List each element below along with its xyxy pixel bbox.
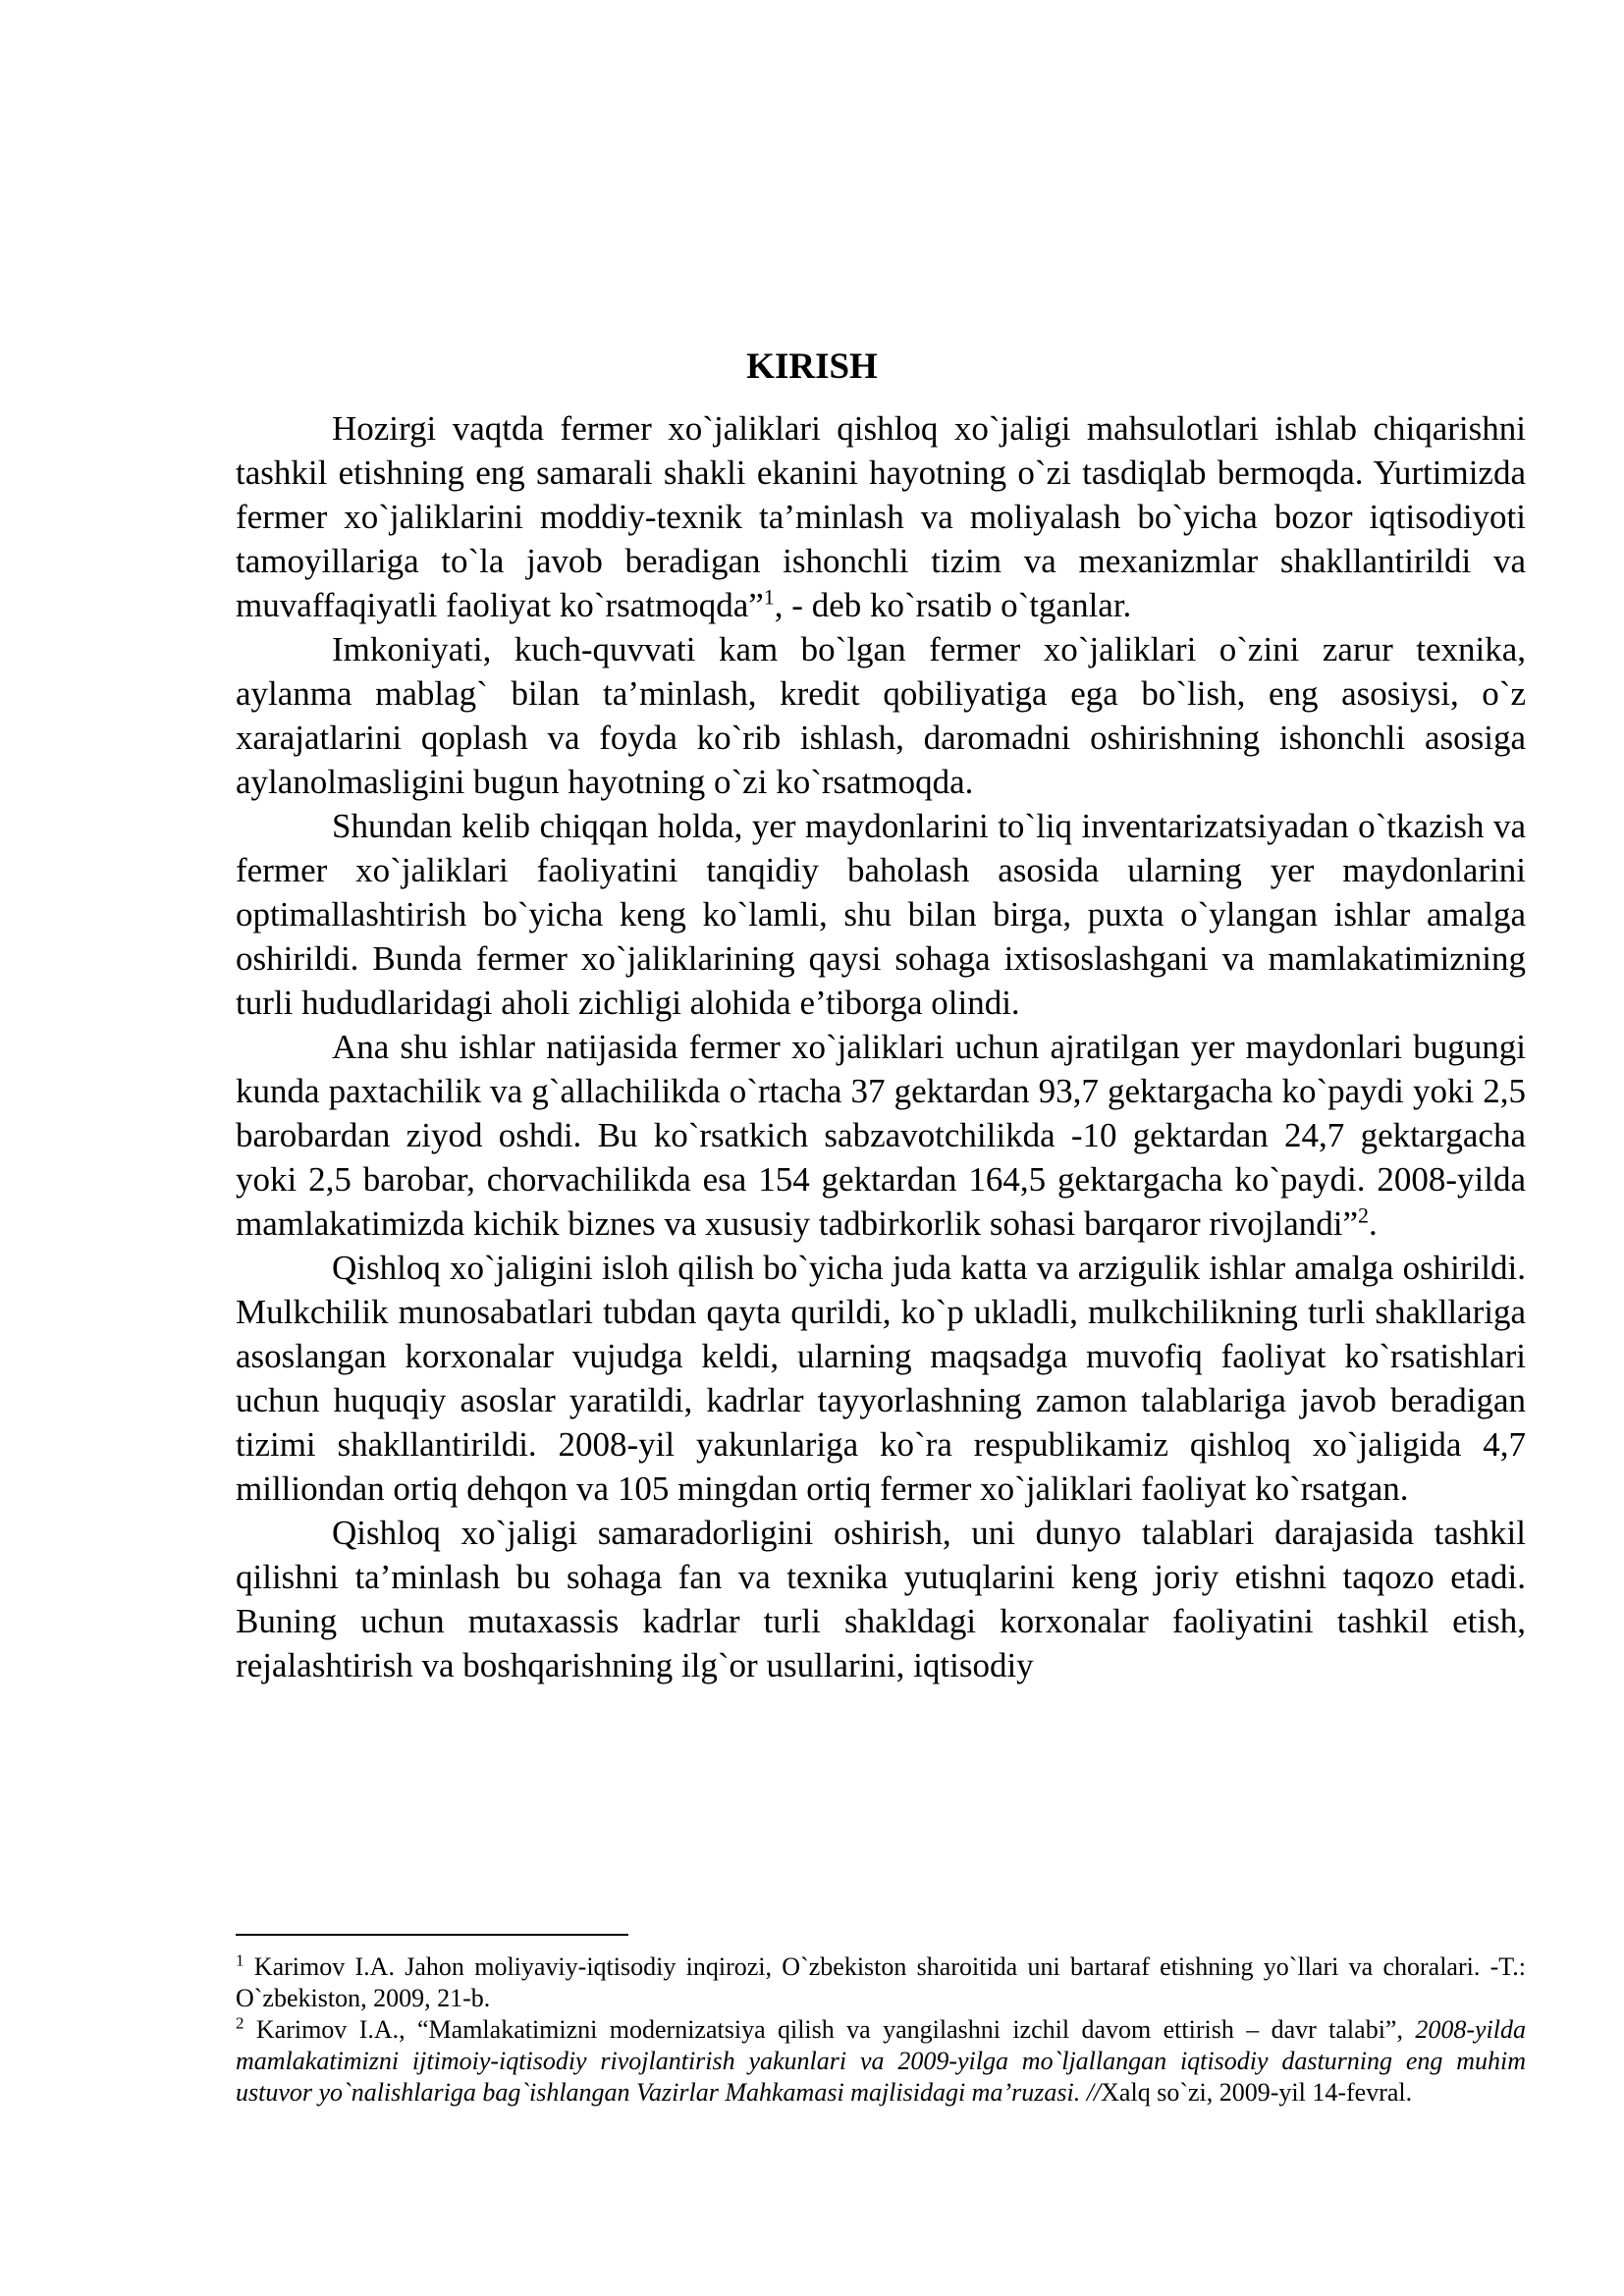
footnotes — [236, 1951, 1526, 2109]
paragraph — [236, 804, 1526, 1025]
footnote — [236, 1951, 1526, 2014]
paragraph-text: Ana shu ishlar natijasida fermer xo`jaliklari uchun ajratilgan yer maydonlari bugungi kunda paxtachilik va g`allachilikda o`rtacha 37 gektardan 93,7 gektargacha ko`paydi yoki 2,5 barobardan ziyod oshdi. Bu ko`rsatkich sabzavotchilikda -10 gektardan 24,7 gektargacha yoki 2,5 barobar, chorvachilikda esa 154 gektardan 164,5 gektargacha ko`paydi. 2008-yilda mamlakatimizda kichik biznes va xususiy tadbirkorlik sohasi barqaror rivojlandi” — [236, 1028, 1526, 1243]
paragraph — [236, 627, 1526, 804]
footnote-ref: 2 — [1358, 1202, 1370, 1228]
paragraph-text: Qishloq xo`jaligini isloh qilish bo`yicha juda katta va arzigulik ishlar amalga oshirildi. Mulkchilik munosabatlari tubdan qayta qurildi, ko`p ukladli, mulkchilikning turli shakllariga asoslangan korxonalar vujudga keldi, ularning maqsadga muvofiq faoliyat ko`rsatishlari uchun huquqiy asoslar yaratildi, kadrlar tayyorlashning zamon talablariga javob beradigan tizimi shakllantirildi. 2008-yil yakunlariga ko`ra respublikamiz qishloq xo`jaligida 4,7 milliondan ortiq dehqon va 105 mingdan ortiq fermer xo`jaliklari faoliyat ko`rsatgan. — [236, 1249, 1526, 1508]
footnote-text: Karimov I.A., “Mamlakatimizni modernizatsiya qilish va yangilashni izchil davom ettirish – davr talabi”, — [244, 2015, 1416, 2044]
footnote — [236, 2014, 1526, 2109]
paragraph — [236, 1246, 1526, 1511]
footnote-mark: 1 — [236, 1950, 244, 1970]
footnote-tail: Xalq so`zi, 2009-yil 14-fevral. — [1101, 2078, 1413, 2107]
footnote-mark: 2 — [236, 2013, 244, 2033]
paragraph-tail: , - deb ko`rsatib o`tganlar. — [774, 586, 1132, 624]
paragraph-tail: . — [1369, 1204, 1378, 1243]
footnote-text: Karimov I.A. Jahon moliyaviy-iqtisodiy inqirozi, O`zbekiston sharoitida uni bartaraf etishning yo`llari va choralari. -T.: O`zbekiston, 2009, 21-b. — [236, 1952, 1526, 2012]
footnote-italic-text: 2008-yilda mamlakatimizni ijtimoiy-iqtisodiy rivojlantirish yakunlari va 2009-yilga mo`ljallangan iqtisodiy dasturning eng muhim ustuvor yo`nalishlariga bag`ishlangan Vazirlar Mahkamasi majlisidagi ma’ruzasi. // — [236, 2015, 1526, 2107]
paragraph — [236, 406, 1526, 627]
page-title: KIRISH — [746, 347, 878, 387]
body-text — [236, 406, 1526, 1687]
paragraph-text: Qishloq xo`jaligi samaradorligini oshirish, uni dunyo talablari darajasida tashkil qilishni ta’minlash bu sohaga fan va texnika yutuqlarini keng joriy etishni taqozo etadi. Buning uchun mutaxassis kadrlar turli shakldagi korxonalar faoliyatini tashkil etish, rejalashtirish va boshqarishning ilg`or usullarini, iqtisodiy — [236, 1514, 1526, 1684]
paragraph-text: Imkoniyati, kuch-quvvati kam bo`lgan fermer xo`jaliklari o`zini zarur texnika, aylanma mablag` bilan ta’minlash, kredit qobiliyatiga ega bo`lish, eng asosiysi, o`z xarajatlarini qoplash va foyda ko`rib ishlash, daromadni oshirishning ishonchli asosiga aylanolmasligini bugun hayotning o`zi ko`rsatmoqda. — [236, 630, 1526, 801]
paragraph — [236, 1025, 1526, 1246]
paragraph-text: Shundan kelib chiqqan holda, yer maydonlarini to`liq inventarizatsiyadan o`tkazish va fermer xo`jaliklari faoliyatini tanqidiy baholash asosida ularning yer maydonlarini optimallashtirish bo`yicha keng ko`lamli, shu bilan birga, puxta o`ylangan ishlar amalga oshirildi. Bunda fermer xo`jaliklarining qaysi sohaga ixtisoslashgani va mamlakatimizning turli hududlaridagi aholi zichligi alohida e’tiborga olindi. — [236, 807, 1526, 1022]
footnote-divider — [236, 1934, 628, 1936]
paragraph — [236, 1511, 1526, 1687]
paragraph-text: Hozirgi vaqtda fermer xo`jaliklari qishloq xo`jaligi mahsulotlari ishlab chiqarishni tashkil etishning eng samarali shakli ekanini hayotning o`zi tasdiqlab bermoqda. Yurtimizda fermer xo`jaliklarini moddiy-texnik ta’minlash va moliyalash bo`yicha bozor iqtisodiyoti tamoyillariga to`la javob beradigan ishonchli tizim va mexanizmlar shakllantirildi va muvaffaqiyatli faoliyat ko`rsatmoqda” — [236, 409, 1526, 624]
footnote-ref: 1 — [763, 584, 775, 610]
